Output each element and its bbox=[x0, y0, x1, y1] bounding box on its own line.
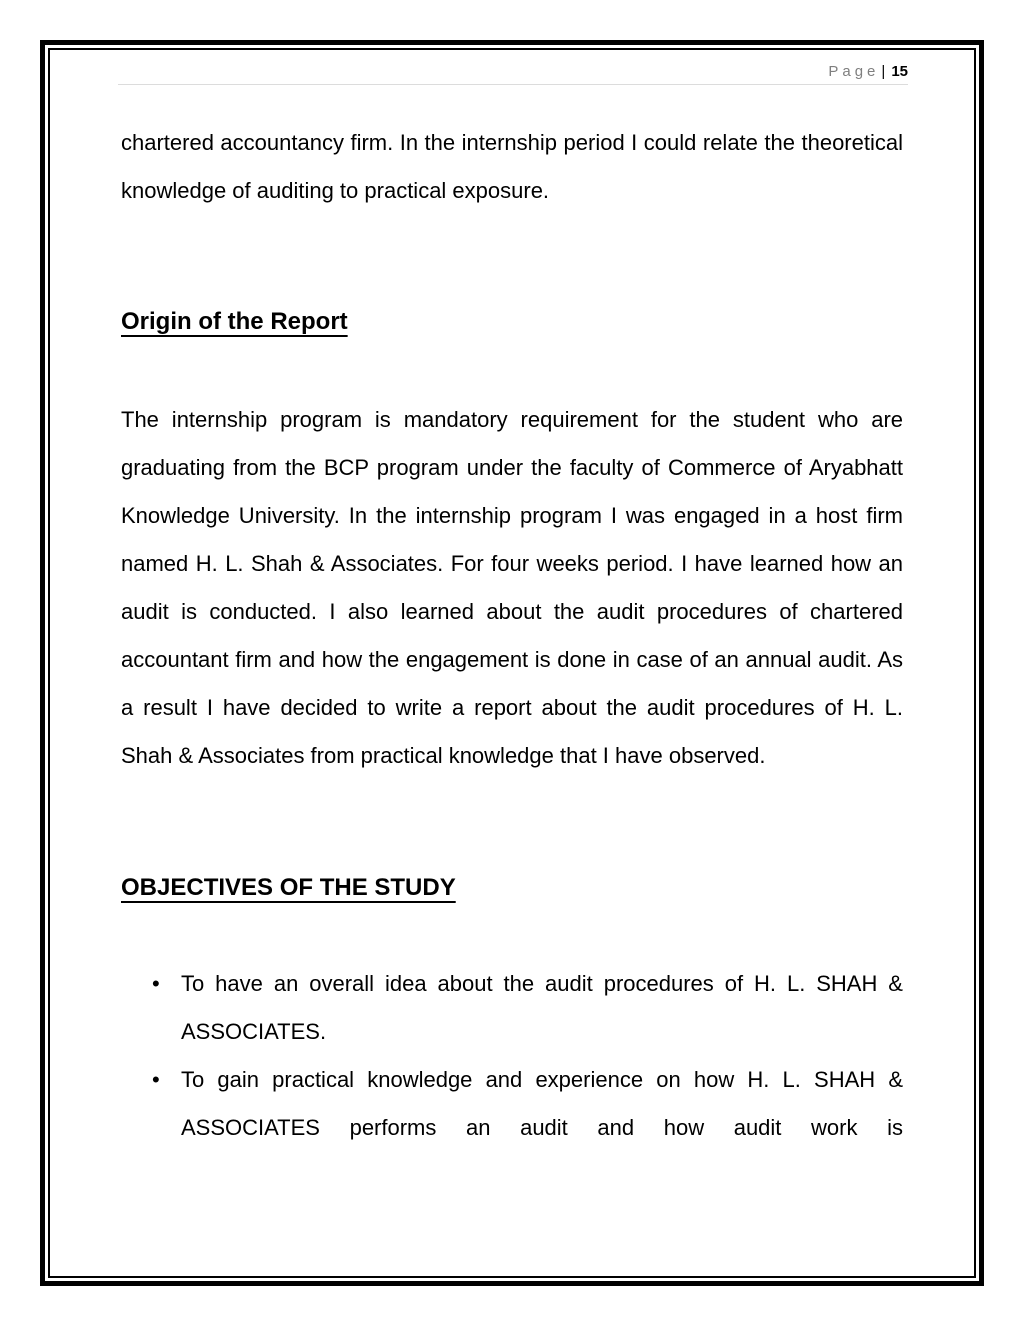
origin-paragraph: The internship program is mandatory requirement for the student who are graduating from the BCP program under the faculty of Commerce of Aryabhatt Knowledge University. In the internship program I was engaged in a host firm named H. L. Shah & Associates. For four weeks period. I have learned how an audit is conducted. I also learned about the audit procedures of chartered accountant firm and how the engagement is done in case of an annual audit. As a result I have decided to write a report about the audit procedures of H. L. Shah & Associates from practical knowledge that I have observed. bbox=[121, 407, 903, 768]
objective-text: To gain practical knowledge and experience on how H. L. SHAH & ASSOCIATES performs an audit and how audit work is bbox=[181, 1067, 903, 1140]
objectives-heading: OBJECTIVES OF THE STUDY bbox=[121, 874, 456, 901]
list-item bbox=[121, 1056, 903, 1152]
page-separator: | bbox=[881, 63, 886, 80]
bullet-icon: • bbox=[152, 971, 160, 996]
origin-heading: Origin of the Report bbox=[121, 308, 348, 335]
bullet-icon: • bbox=[152, 1067, 160, 1092]
objectives-list bbox=[121, 960, 903, 1152]
page-header bbox=[118, 60, 908, 85]
document-body bbox=[121, 119, 903, 1152]
intro-paragraph: chartered accountancy firm. In the internship period I could relate the theoretical knowledge of auditing to practical exposure. bbox=[121, 130, 903, 203]
objective-text: To have an overall idea about the audit procedures of H. L. SHAH & ASSOCIATES. bbox=[181, 971, 903, 1044]
list-item bbox=[121, 960, 903, 1056]
page-label: Page bbox=[828, 63, 880, 80]
page-number: 15 bbox=[891, 63, 908, 80]
